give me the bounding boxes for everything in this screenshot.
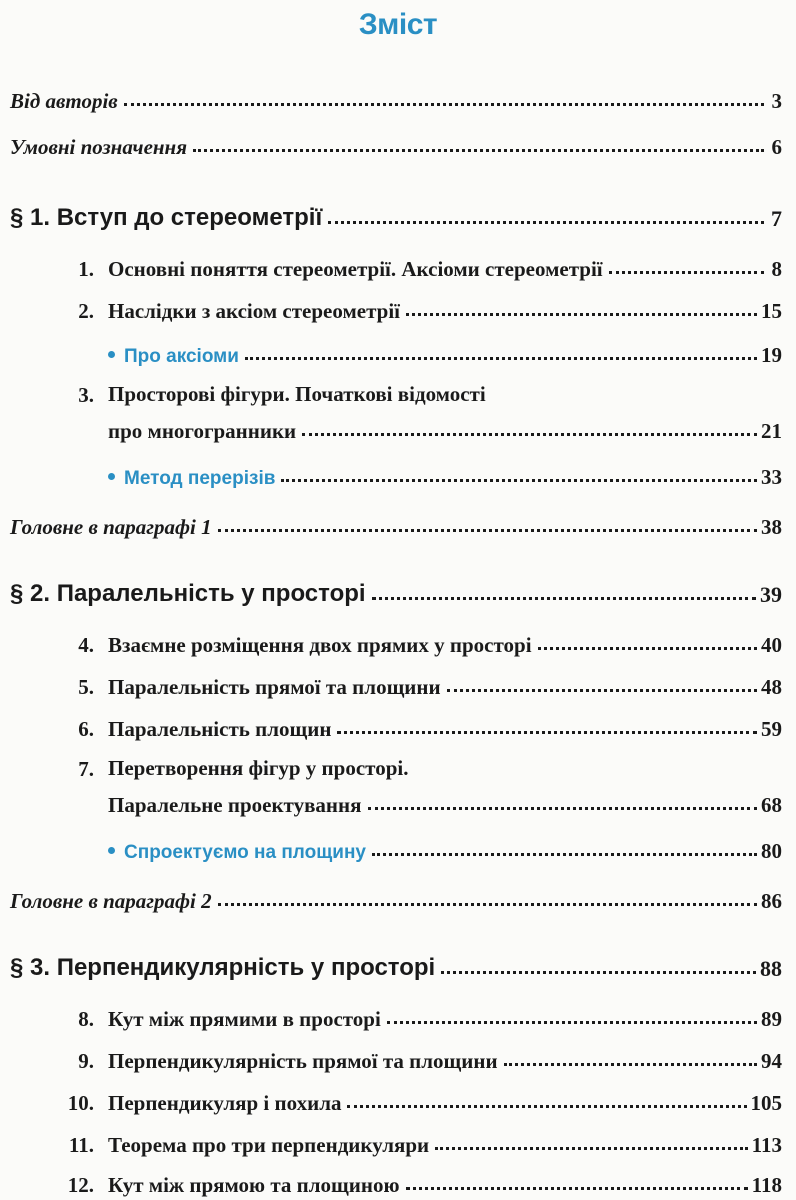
dot-leader [124,103,764,106]
toc-entry-number: 7. [78,757,94,781]
toc-extra-text: Спроектуємо на площину [124,842,366,863]
toc-section-2[interactable] [10,568,782,608]
toc-entry-number: 5. [78,675,94,699]
toc-entry-number: 9. [78,1049,94,1073]
toc-entry-9[interactable] [44,1034,782,1074]
toc-entry-label: Паралельне проектування [108,793,362,817]
toc-entry-number: 3. [78,383,94,407]
dot-leader [302,433,757,436]
toc-entry-8[interactable] [44,992,782,1032]
dot-leader [435,1147,748,1150]
toc-entry-label: Кут між прямими в просторі [108,1007,381,1031]
toc-entry-number: 1. [78,257,94,281]
toc-extra-label [108,346,239,368]
toc-extra-about-axioms[interactable] [108,328,782,368]
dot-leader [328,221,764,224]
dot-leader [372,853,757,856]
bullet-icon [108,351,115,358]
toc-entry-page: 113 [751,1133,782,1157]
bullet-icon [108,473,115,480]
toc-entry-label: Теорема про три перпендикуляри [108,1133,430,1157]
toc-section-3[interactable] [10,942,782,982]
toc-extra-label [108,468,275,490]
dot-leader [347,1105,746,1108]
toc-entry-number: 2. [78,299,94,323]
toc-entry-label: Паралельність прямої та площини [108,675,441,699]
toc-entry-summary-2[interactable] [10,874,782,914]
dot-leader [504,1063,757,1066]
toc-entry-page: 6 [771,135,782,159]
toc-entry-page: 80 [761,839,782,863]
toc-entry-label: Від авторів [10,89,118,113]
toc-section-label: § 2. Паралельність у просторі [10,580,366,607]
toc-entry-page: 19 [761,343,782,367]
toc-extra-text: Метод перерізів [124,468,276,489]
toc-entry-from-authors[interactable] [10,74,782,114]
toc-entry-page: 68 [761,793,782,817]
toc-entry-page: 59 [761,717,782,741]
dot-leader [406,313,757,316]
toc-entry-label: Основні поняття стереометрії. Аксіоми стереометрії [108,257,603,281]
toc-entry-page: 3 [771,89,782,113]
toc-entry-page: 94 [761,1049,782,1073]
toc-entry-page: 21 [761,419,782,443]
dot-leader [538,647,757,650]
toc-entry-page: 33 [761,465,782,489]
toc-entry-label: Головне в параграфі 1 [10,515,212,539]
toc-entry-number: 4. [78,633,94,657]
dot-leader [368,807,758,810]
toc-entry-11[interactable] [44,1118,782,1158]
toc-section-label: § 1. Вступ до стереометрії [10,204,323,231]
toc-extra-label [108,842,366,864]
toc-entry-page: 15 [761,299,782,323]
toc-entry-label: Паралельність площин [108,717,332,741]
toc-entry-12[interactable] [44,1158,782,1198]
toc-entry-summary-1[interactable] [10,500,782,540]
toc-entry-page: 48 [761,675,782,699]
dot-leader [372,597,756,600]
toc-extra-project-onto-plane[interactable] [108,824,782,864]
toc-entry-number: 6. [78,717,94,741]
toc-entry-page: 8 [771,257,782,281]
dot-leader [609,271,764,274]
toc-entry-label: Взаємне розміщення двох прямих у просторі [108,633,532,657]
dot-leader [441,971,756,974]
toc-entry-1[interactable] [44,242,782,282]
dot-leader [406,1187,748,1190]
toc-entry-6[interactable] [44,702,782,742]
toc-section-1[interactable] [10,192,782,232]
dot-leader [218,903,757,906]
dot-leader [337,731,757,734]
toc-entry-4[interactable] [44,618,782,658]
dot-leader [387,1021,757,1024]
toc-entry-page: 38 [761,515,782,539]
toc-extra-text: Про аксіоми [124,346,239,367]
toc-entry-label: Умовні позначення [10,135,188,159]
dot-leader [245,357,757,360]
toc-entry-number: 8. [78,1007,94,1031]
toc-entry-legend[interactable] [10,120,782,160]
toc-entry-label: Головне в параграфі 2 [10,889,212,913]
toc-entry-page: 89 [761,1007,782,1031]
toc-entry-label: Кут між прямою та площиною [108,1173,400,1197]
dot-leader [193,149,764,152]
dot-leader [281,479,757,482]
toc-entry-label: Перпендикуляр і похила [108,1091,342,1115]
toc-entry-label: про многогранники [108,419,297,443]
bullet-icon [108,847,115,854]
toc-entry-page: 105 [750,1091,782,1115]
toc-entry-page: 39 [760,582,782,607]
toc-entry-page: 40 [761,633,782,657]
toc-entry-number: 10. [67,1091,94,1115]
toc-entry-10[interactable] [44,1076,782,1116]
page-title: Зміст [358,8,438,41]
toc-entry-page: 7 [771,206,782,231]
toc-entry-2[interactable] [44,284,782,324]
toc-extra-section-method[interactable] [108,450,782,490]
toc-entry-7-line1: Перетворення фігур у просторі. [108,756,409,780]
toc-entry-5[interactable] [44,660,782,700]
toc-entry-page: 118 [751,1173,782,1197]
toc-section-label: § 3. Перпендикулярність у просторі [10,954,436,981]
toc-entry-3-line1: Просторові фігури. Початкові відомості [108,382,486,406]
toc-entry-label: Наслідки з аксіом стереометрії [108,299,401,323]
toc-entry-number: 11. [68,1133,94,1157]
toc-entry-number: 12. [67,1173,94,1197]
dot-leader [447,689,757,692]
toc-entry-label: Перпендикулярність прямої та площини [108,1049,498,1073]
toc-entry-page: 88 [760,956,782,981]
toc-entry-page: 86 [761,889,782,913]
dot-leader [218,529,757,532]
